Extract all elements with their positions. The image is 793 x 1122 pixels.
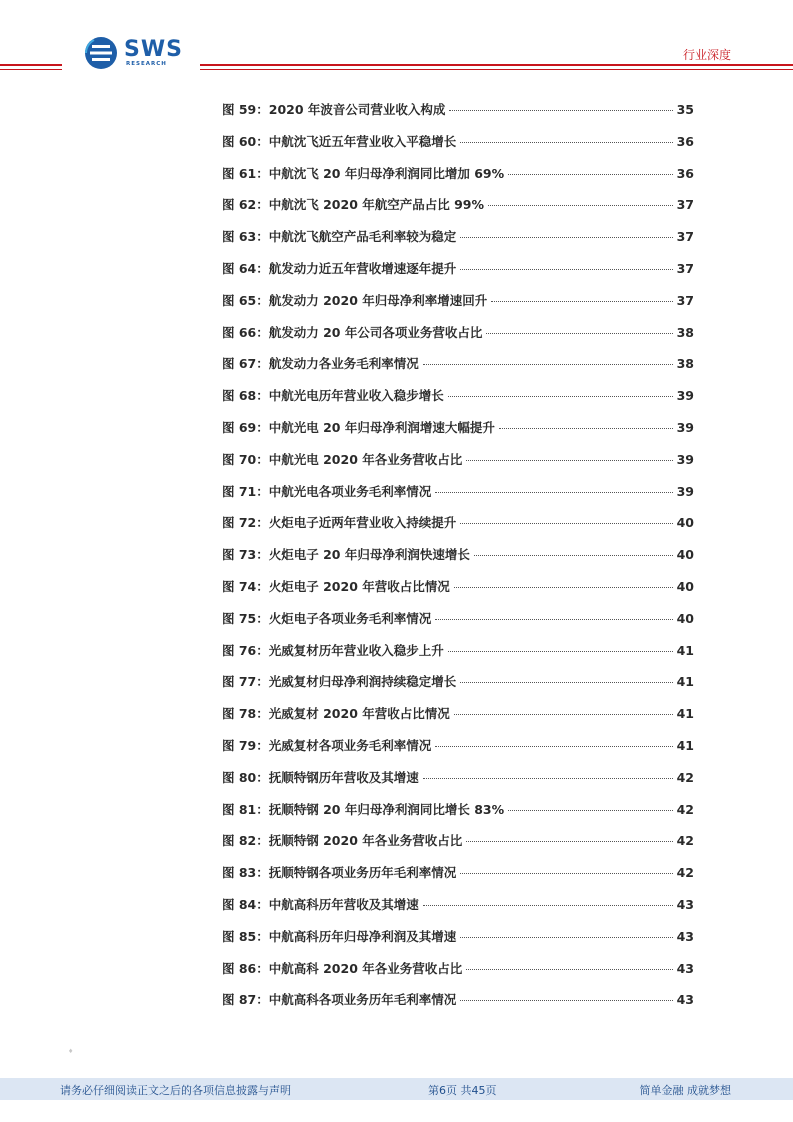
toc-leader — [460, 1000, 672, 1001]
toc-entry-page: 36 — [676, 133, 694, 149]
toc-entry[interactable] — [222, 609, 694, 641]
toc-entry[interactable] — [222, 959, 694, 991]
toc-leader — [460, 937, 672, 938]
toc-entry-label: 图 85：中航高科历年归母净利润及其增速 — [222, 928, 457, 944]
header-rule-left — [0, 64, 62, 70]
toc-entry-page: 42 — [676, 769, 694, 785]
footer-disclaimer: 请务必仔细阅读正文之后的各项信息披露与声明 — [60, 1084, 291, 1097]
toc-entry-page: 42 — [676, 801, 694, 817]
toc-entry-page: 38 — [676, 356, 694, 372]
toc-entry-page: 42 — [676, 865, 694, 881]
toc-entry[interactable] — [222, 482, 694, 514]
toc-entry-page: 43 — [676, 928, 694, 944]
toc-entry-label: 图 86：中航高科 2020 年各业务营收占比 — [222, 960, 463, 976]
toc-leader — [460, 142, 672, 143]
toc-entry[interactable] — [222, 672, 694, 704]
toc-leader — [460, 237, 672, 238]
toc-entry-label: 图 76：光威复材历年营业收入稳步上升 — [222, 642, 444, 658]
toc-entry-label: 图 87：中航高科各项业务历年毛利率情况 — [222, 992, 457, 1008]
toc-entry[interactable] — [222, 863, 694, 895]
toc-leader — [435, 492, 672, 493]
toc-entry-label: 图 83：抚顺特钢各项业务历年毛利率情况 — [222, 865, 457, 881]
toc-entry[interactable] — [222, 386, 694, 418]
toc-entry-page: 41 — [676, 674, 694, 690]
toc-entry-label: 图 74：火炬电子 2020 年营收占比情况 — [222, 578, 450, 594]
toc-entry-page: 42 — [676, 833, 694, 849]
toc-entry[interactable] — [222, 354, 694, 386]
toc-entry-label: 图 61：中航沈飞 20 年归母净利润同比增加 69% — [222, 165, 505, 181]
toc-entry-page: 43 — [676, 960, 694, 976]
toc-leader — [488, 205, 673, 206]
brand-sub: RESEARCH — [126, 61, 167, 67]
toc-leader — [460, 269, 672, 270]
toc-leader — [448, 396, 673, 397]
toc-entry[interactable] — [222, 704, 694, 736]
toc-entry-label: 图 64：航发动力近五年营收增速逐年提升 — [222, 260, 457, 276]
toc-entry[interactable] — [222, 545, 694, 577]
toc-leader — [460, 682, 672, 683]
toc-entry-page: 39 — [676, 388, 694, 404]
header-rule-right — [200, 64, 793, 70]
toc-entry[interactable] — [222, 323, 694, 355]
toc-leader — [448, 651, 673, 652]
toc-entry-label: 图 63：中航沈飞航空产品毛利率较为稳定 — [222, 229, 457, 245]
toc-leader — [423, 778, 673, 779]
toc-leader — [449, 110, 672, 111]
toc-entry[interactable] — [222, 418, 694, 450]
document-type: 行业深度 — [682, 48, 731, 62]
toc-entry-label: 图 80：抚顺特钢历年营收及其增速 — [222, 769, 419, 785]
toc-entry[interactable] — [222, 736, 694, 768]
toc-entry-label: 图 71：中航光电各项业务毛利率情况 — [222, 483, 432, 499]
toc-entry-page: 41 — [676, 642, 694, 658]
toc-entry[interactable] — [222, 641, 694, 673]
toc-entry[interactable] — [222, 291, 694, 323]
footer-page-info: 第6页 共45页 — [428, 1084, 497, 1097]
toc-entry-page: 43 — [676, 992, 694, 1008]
toc-leader — [454, 587, 673, 588]
toc-entry-page: 43 — [676, 896, 694, 912]
toc-entry-label: 图 79：光威复材各项业务毛利率情况 — [222, 737, 432, 753]
toc-leader — [486, 333, 672, 334]
footer-slogan: 简单金融 成就梦想 — [639, 1084, 731, 1097]
toc-entry[interactable] — [222, 768, 694, 800]
toc-entry-page: 40 — [676, 610, 694, 626]
toc-entry-page: 37 — [676, 260, 694, 276]
toc-entry[interactable] — [222, 577, 694, 609]
toc-leader — [466, 841, 672, 842]
toc-leader — [460, 873, 672, 874]
toc-entry-label: 图 62：中航沈飞 2020 年航空产品占比 99% — [222, 197, 485, 213]
toc-entry[interactable] — [222, 100, 694, 132]
toc-entry-label: 图 81：抚顺特钢 20 年归母净利润同比增长 83% — [222, 801, 505, 817]
toc-entry[interactable] — [222, 831, 694, 863]
toc-leader — [491, 301, 672, 302]
toc-leader — [466, 460, 672, 461]
toc-leader — [474, 555, 673, 556]
toc-entry-page: 40 — [676, 578, 694, 594]
toc-entry-page: 37 — [676, 292, 694, 308]
toc-entry-label: 图 84：中航高科历年营收及其增速 — [222, 896, 419, 912]
toc-entry-page: 39 — [676, 483, 694, 499]
toc-entry-label: 图 67：航发动力各业务毛利率情况 — [222, 356, 419, 372]
toc-leader — [435, 746, 672, 747]
toc-entry[interactable] — [222, 450, 694, 482]
toc-entry[interactable] — [222, 164, 694, 196]
sws-logo-icon — [84, 36, 118, 70]
toc-entry-label: 图 70：中航光电 2020 年各业务营收占比 — [222, 451, 463, 467]
toc-leader — [499, 428, 673, 429]
toc-leader — [435, 619, 672, 620]
toc-entry[interactable] — [222, 990, 694, 1022]
toc-entry-label: 图 75：火炬电子各项业务毛利率情况 — [222, 610, 432, 626]
toc-entry[interactable] — [222, 227, 694, 259]
toc-entry-label: 图 78：光威复材 2020 年营收占比情况 — [222, 706, 450, 722]
toc-entry-label: 图 73：火炬电子 20 年归母净利润快速增长 — [222, 547, 470, 563]
toc-entry-page: 41 — [676, 737, 694, 753]
toc-leader — [423, 905, 673, 906]
toc-leader — [508, 810, 672, 811]
sws-logo — [84, 36, 194, 72]
toc-entry-page: 41 — [676, 706, 694, 722]
toc-entry[interactable] — [222, 195, 694, 227]
toc-entry-page: 39 — [676, 451, 694, 467]
toc-entry-label: 图 82：抚顺特钢 2020 年各业务营收占比 — [222, 833, 463, 849]
toc-leader — [466, 969, 672, 970]
toc-leader — [423, 364, 673, 365]
toc-entry-label: 图 59：2020 年波音公司营业收入构成 — [222, 102, 446, 117]
toc-leader — [460, 523, 672, 524]
toc-entry-page: 35 — [676, 102, 694, 117]
toc-leader — [454, 714, 673, 715]
footer-mark: ♦ — [68, 1048, 74, 1055]
toc-entry-label: 图 66：航发动力 20 年公司各项业务营收占比 — [222, 324, 483, 340]
toc-entry-page: 39 — [676, 419, 694, 435]
toc-entry-page: 36 — [676, 165, 694, 181]
toc-entry-label: 图 65：航发动力 2020 年归母净利率增速回升 — [222, 292, 488, 308]
toc-entry[interactable] — [222, 927, 694, 959]
toc-entry[interactable] — [222, 132, 694, 164]
figure-list — [222, 100, 694, 1022]
toc-entry[interactable] — [222, 895, 694, 927]
toc-leader — [508, 174, 672, 175]
toc-entry-label: 图 68：中航光电历年营业收入稳步增长 — [222, 388, 444, 404]
brand-name: SWS — [124, 37, 183, 62]
toc-entry[interactable] — [222, 800, 694, 832]
toc-entry-page: 38 — [676, 324, 694, 340]
toc-entry[interactable] — [222, 259, 694, 291]
toc-entry[interactable] — [222, 513, 694, 545]
toc-entry-page: 40 — [676, 547, 694, 563]
toc-entry-page: 37 — [676, 229, 694, 245]
toc-entry-label: 图 69：中航光电 20 年归母净利润增速大幅提升 — [222, 419, 495, 435]
toc-entry-label: 图 72：火炬电子近两年营业收入持续提升 — [222, 515, 457, 531]
toc-entry-label: 图 60：中航沈飞近五年营业收入平稳增长 — [222, 133, 457, 149]
toc-entry-page: 40 — [676, 515, 694, 531]
toc-entry-label: 图 77：光威复材归母净利润持续稳定增长 — [222, 674, 457, 690]
toc-entry-page: 37 — [676, 197, 694, 213]
